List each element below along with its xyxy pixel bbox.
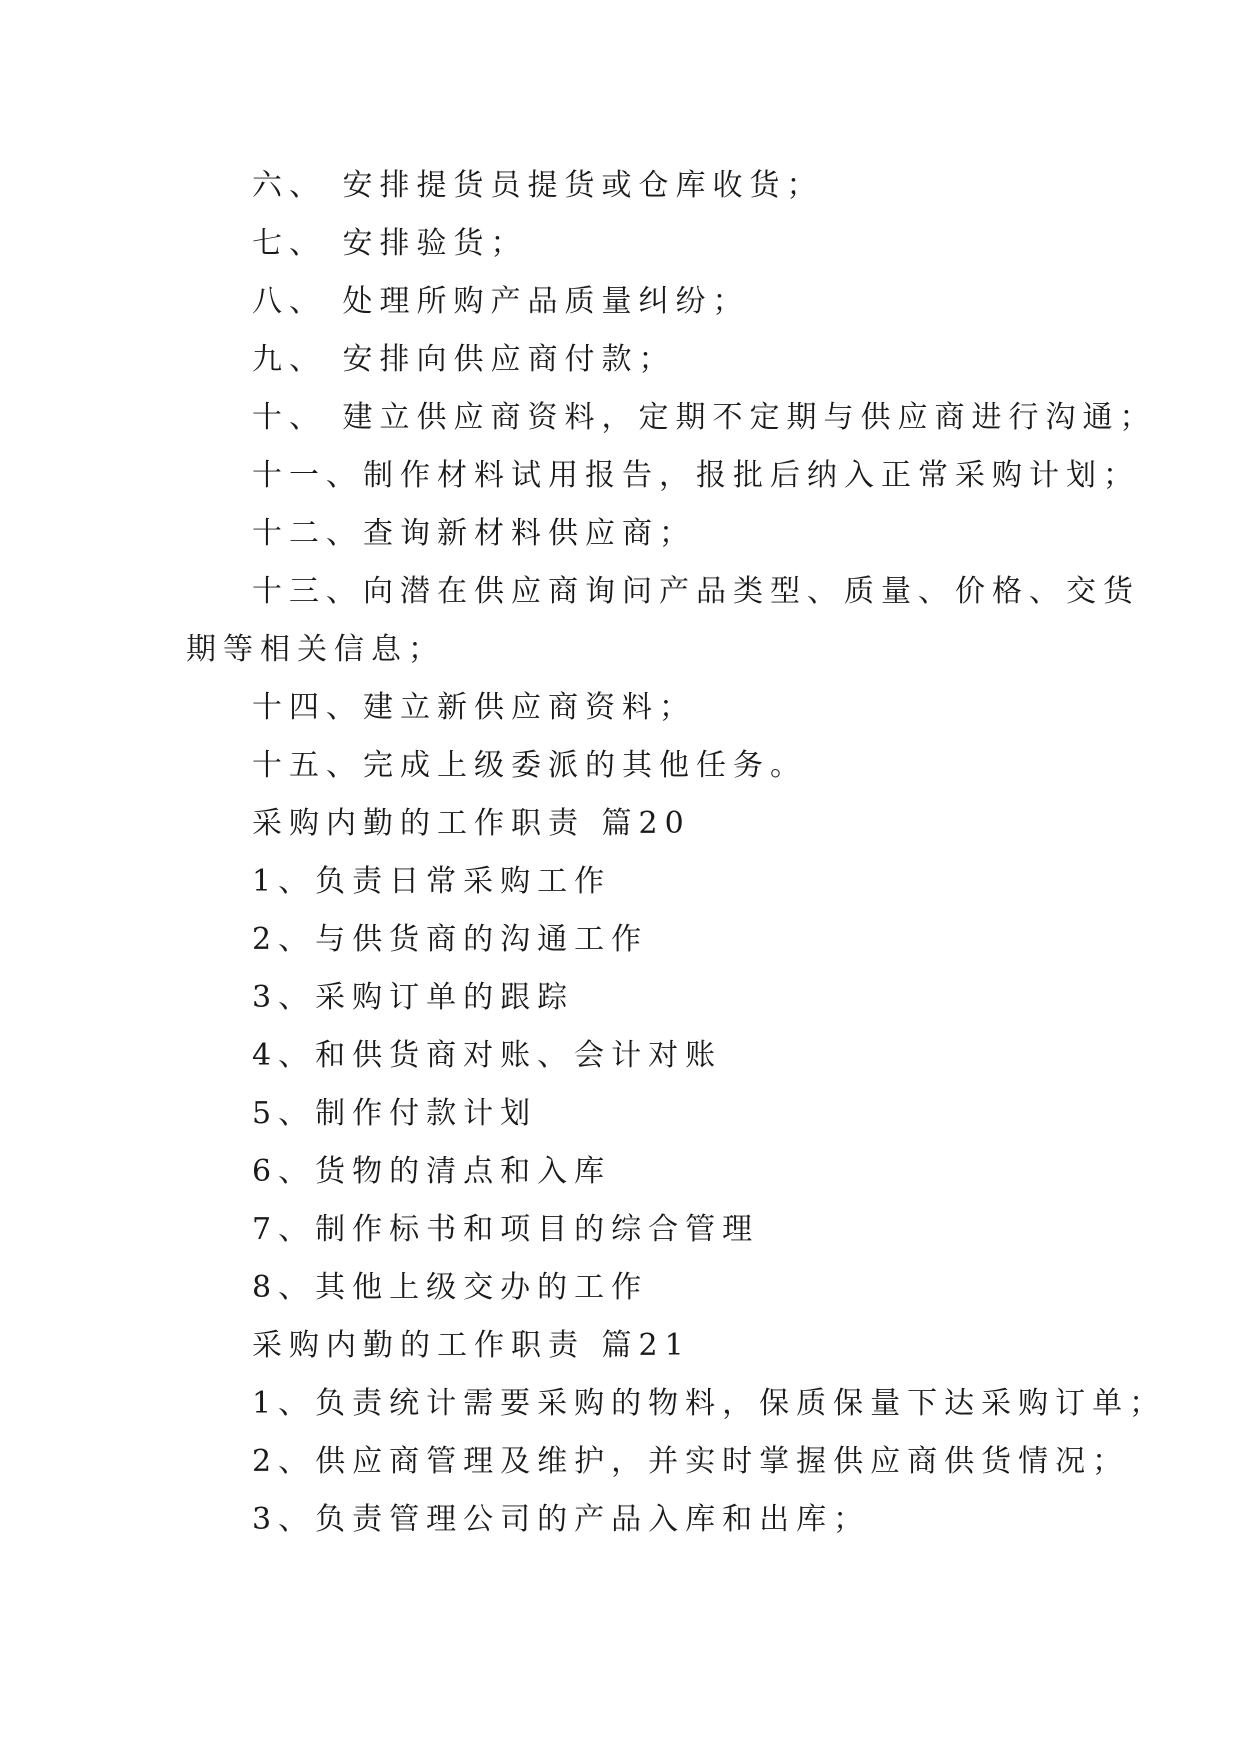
list-item: 6、货物的清点和入库 <box>252 1154 612 1189</box>
list-item: 十四、建立新供应商资料； <box>252 690 696 725</box>
list-item: 1、负责日常采购工作 <box>252 864 612 899</box>
list-item: 8、其他上级交办的工作 <box>252 1270 649 1305</box>
list-item: 2、供应商管理及维护，并实时掌握供应商供货情况； <box>252 1444 1130 1479</box>
list-item: 十一、制作材料试用报告，报批后纳入正常采购计划； <box>252 458 1140 493</box>
list-item: 3、负责管理公司的产品入库和出库； <box>252 1502 871 1537</box>
list-item: 十五、完成上级委派的其他任务。 <box>252 748 807 783</box>
list-item: 4、和供货商对账、会计对账 <box>252 1038 723 1073</box>
list-item: 5、制作付款计划 <box>252 1096 538 1131</box>
list-item: 六、 安排提货员提货或仓库收货； <box>252 168 824 203</box>
section-heading: 采购内勤的工作职责 篇21 <box>252 1328 691 1363</box>
list-item: 十二、查询新材料供应商； <box>252 516 696 551</box>
list-item-continuation: 期等相关信息； <box>186 632 445 667</box>
list-item: 十三、向潜在供应商询问产品类型、质量、价格、交货 <box>252 574 1140 609</box>
list-item: 八、 处理所购产品质量纠纷； <box>252 284 750 319</box>
list-item: 九、 安排向供应商付款； <box>252 342 676 377</box>
list-item: 7、制作标书和项目的综合管理 <box>252 1212 760 1247</box>
section-heading: 采购内勤的工作职责 篇20 <box>252 806 691 841</box>
list-item: 七、 安排验货； <box>252 226 528 261</box>
list-item: 2、与供货商的沟通工作 <box>252 922 649 957</box>
list-item: 1、负责统计需要采购的物料，保质保量下达采购订单； <box>252 1386 1167 1421</box>
list-item: 十、 建立供应商资料，定期不定期与供应商进行沟通； <box>252 400 1157 435</box>
list-item: 3、采购订单的跟踪 <box>252 980 575 1015</box>
